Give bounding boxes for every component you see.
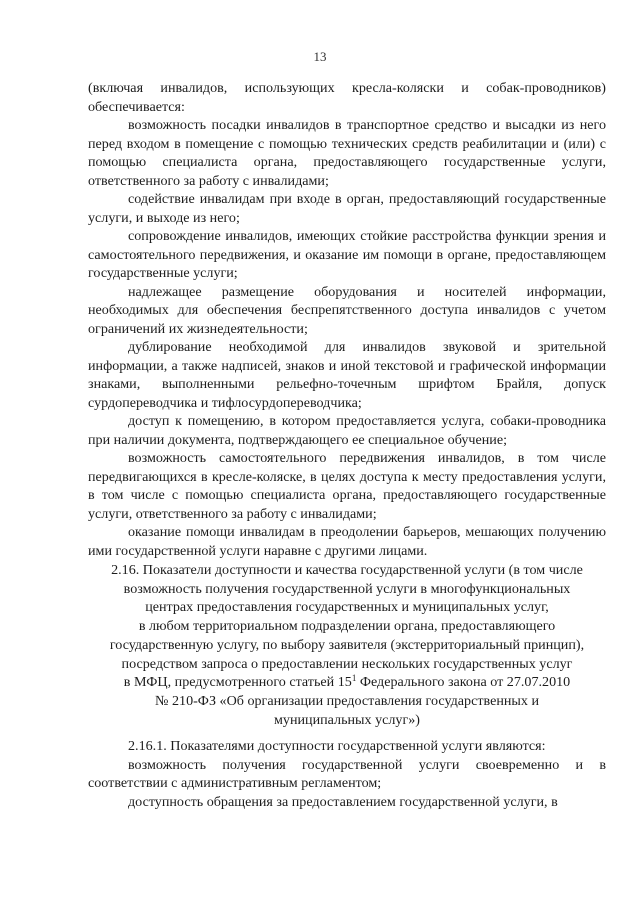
heading-line: 2.16. Показатели доступности и качества государственной услуги (в том числе [111,562,583,578]
heading-line: государственную услугу, по выбору заявителя (экстерриториальный принцип), [109,636,585,653]
body-text [88,79,606,560]
heading-text: Федерального закона от 27.07.2010 [356,674,571,691]
paragraph-item: доступ к помещению, в котором предоставляется услуга, собаки-проводника при наличии документа, подтверждающего ее специальное обучение; [88,413,606,448]
superscript: 1 [351,673,357,684]
subsection-title: 2.16.1. Показателями доступности государственной услуги являются: [128,738,546,754]
page-number: 13 [313,49,327,64]
paragraph-item: сопровождение инвалидов, имеющих стойкие расстройства функции зрения и самостоятельного передвижения, и оказание им помощи в органе, предоставляющем государственные услуги; [88,228,606,281]
heading-line: посредством запроса о предоставлении нескольких государственных услуг [121,655,573,672]
paragraph-intro: (включая инвалидов, использующих кресла-коляски и собак-проводников) обеспечивается: [88,80,606,115]
heading-line: в любом территориальном подразделении органа, предоставляющего [138,618,556,635]
paragraph-item: дублирование необходимой для инвалидов звуковой и зрительной информации, а также надписей, знаков и иной текстовой и графической информации знаками, выполненными рельефно-точечным шрифтом Брайля, допуск сурдопереводчика и тифлосурдопереводчика; [88,339,606,411]
heading-line: № 210-ФЗ «Об организации предоставления государственных и [155,692,539,709]
paragraph-item: оказание помощи инвалидам в преодолении барьеров, мешающих получению ими государственной услуги наравне с другими лицами. [88,524,606,559]
paragraph-item: возможность получения государственной услуги своевременно и в соответствии с административным регламентом; [88,756,606,792]
heading-line: возможность получения государственной услуги в многофункциональных [123,580,571,597]
heading-line: центрах предоставления государственных и муниципальных услуг, [145,599,549,616]
heading-line: муниципальных услуг») [273,711,420,728]
paragraph-item: надлежащее размещение оборудования и носителей информации, необходимых для обеспечения беспрепятственного доступа инвалидов с учетом ограничений их жизнедеятельности; [88,283,606,337]
subsection-text [88,737,606,811]
section-heading [88,561,606,729]
paragraph-item: доступность обращения за предоставлением государственной услуги, в [128,793,558,810]
heading-line [88,673,606,692]
paragraph-item: содействие инвалидам при входе в орган, предоставляющий государственные услуги, и выходе из него; [88,191,606,226]
paragraph-item: возможность самостоятельного передвижения инвалидов, в том числе передвигающихся в кресле-коляске, в целях доступа к месту предоставления услуги, в том числе с помощью специалиста органа, предоставляющего государственные услуги, ответственного за работу с инвалидами; [88,450,606,522]
paragraph-item: возможность посадки инвалидов в транспортное средство и высадки из него перед входом в помещение с помощью технических средств реабилитации и (или) с помощью специалиста органа, предоставляющего государственные услуги, ответственного за работу с инвалидами; [88,117,606,189]
heading-text: в МФЦ, предусмотренного статьей 15 [123,674,352,691]
